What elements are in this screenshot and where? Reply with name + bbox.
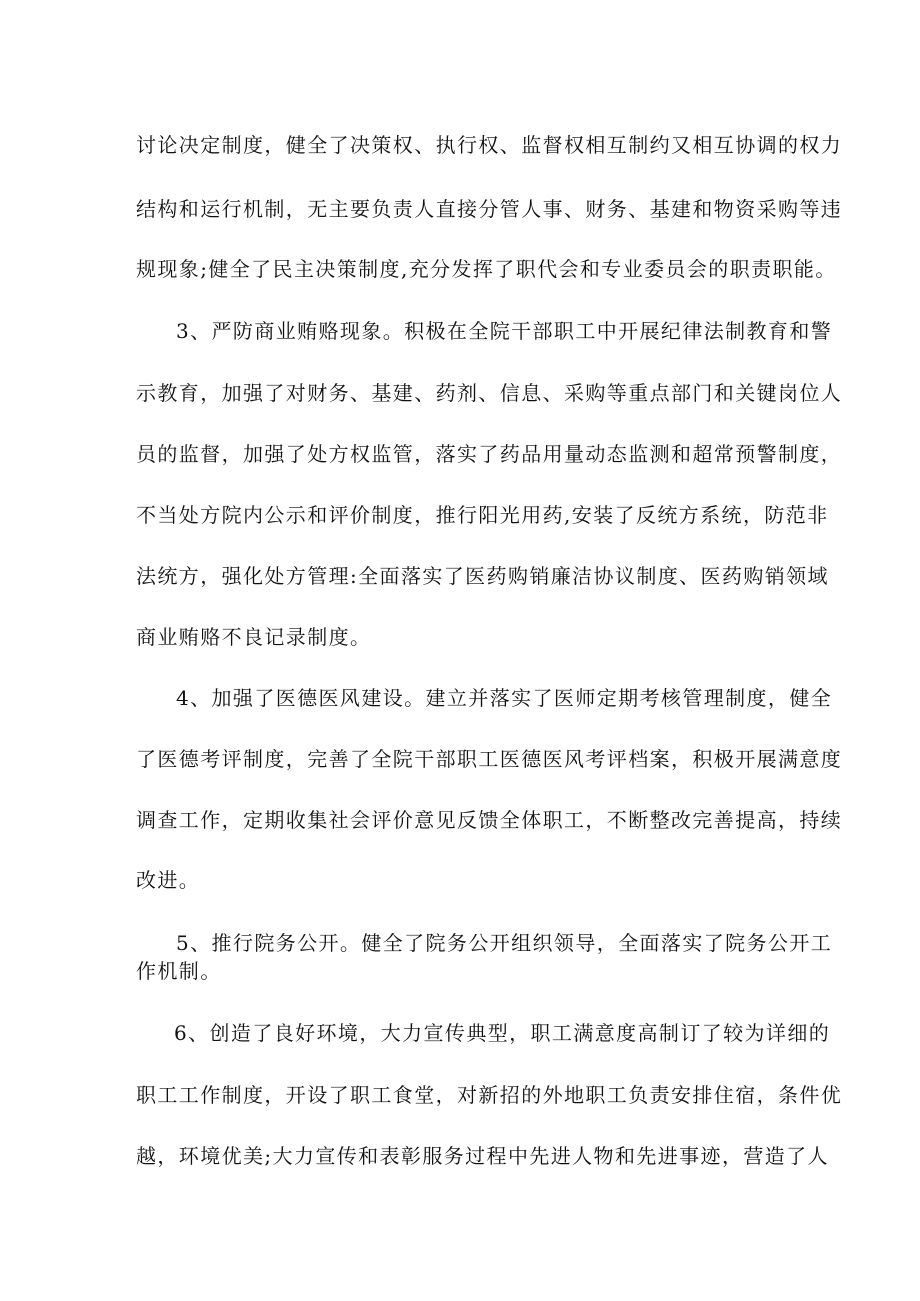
text-line: 商业贿赂不良记录制度。 bbox=[136, 625, 372, 649]
text-line: 职工工作制度，开设了职工食堂，对新招的外地职工负责安排住宿，条件优 bbox=[136, 1083, 843, 1107]
text-line: 改进。 bbox=[136, 868, 201, 892]
text-line: 作机制。 bbox=[136, 959, 222, 983]
text-line: 讨论决定制度，健全了决策权、执行权、监督权相互制约又相互协调的权力 bbox=[136, 133, 843, 157]
text-line: 调查工作，定期收集社会评价意见反馈全体职工，不断整改完善提高，持续 bbox=[136, 808, 843, 832]
paragraph-first-line: 5、推行院务公开。健全了院务公开组织领导，全面落实了院务公开工 bbox=[176, 931, 833, 955]
text-line: 不当处方院内公示和评价制度，推行阳光用药,安装了反统方系统，防范非 bbox=[136, 503, 829, 527]
text-line: 越，环境优美;大力宣传和表彰服务过程中先进人物和先进事迹，营造了人 bbox=[136, 1144, 829, 1168]
text-line: 结构和运行机制，无主要负责人直接分管人事、财务、基建和物资采购等违 bbox=[136, 197, 843, 221]
text-line: 示教育，加强了对财务、基建、药剂、信息、采购等重点部门和关键岗位人 bbox=[136, 381, 843, 405]
paragraph-first-line: 3、严防商业贿赂现象。积极在全院干部职工中开展纪律法制教育和警 bbox=[176, 319, 833, 343]
paragraph-first-line: 6、创造了良好环境，大力宣传典型，职工满意度高制订了较为详细的 bbox=[174, 1021, 831, 1045]
text-line: 员的监督，加强了处方权监管，落实了药品用量动态监测和超常预警制度， bbox=[136, 442, 843, 466]
text-line: 了医德考评制度，完善了全院干部职工医德医风考评档案，积极开展满意度 bbox=[136, 747, 843, 771]
text-line: 法统方，强化处方管理:全面落实了医药购销廉洁协议制度、医药购销领域 bbox=[136, 564, 829, 588]
paragraph-first-line: 4、加强了医德医风建设。建立并落实了医师定期考核管理制度，健全 bbox=[176, 686, 833, 710]
text-line: 规现象;健全了民主决策制度,充分发挥了职代会和专业委员会的职责职能。 bbox=[136, 257, 837, 281]
